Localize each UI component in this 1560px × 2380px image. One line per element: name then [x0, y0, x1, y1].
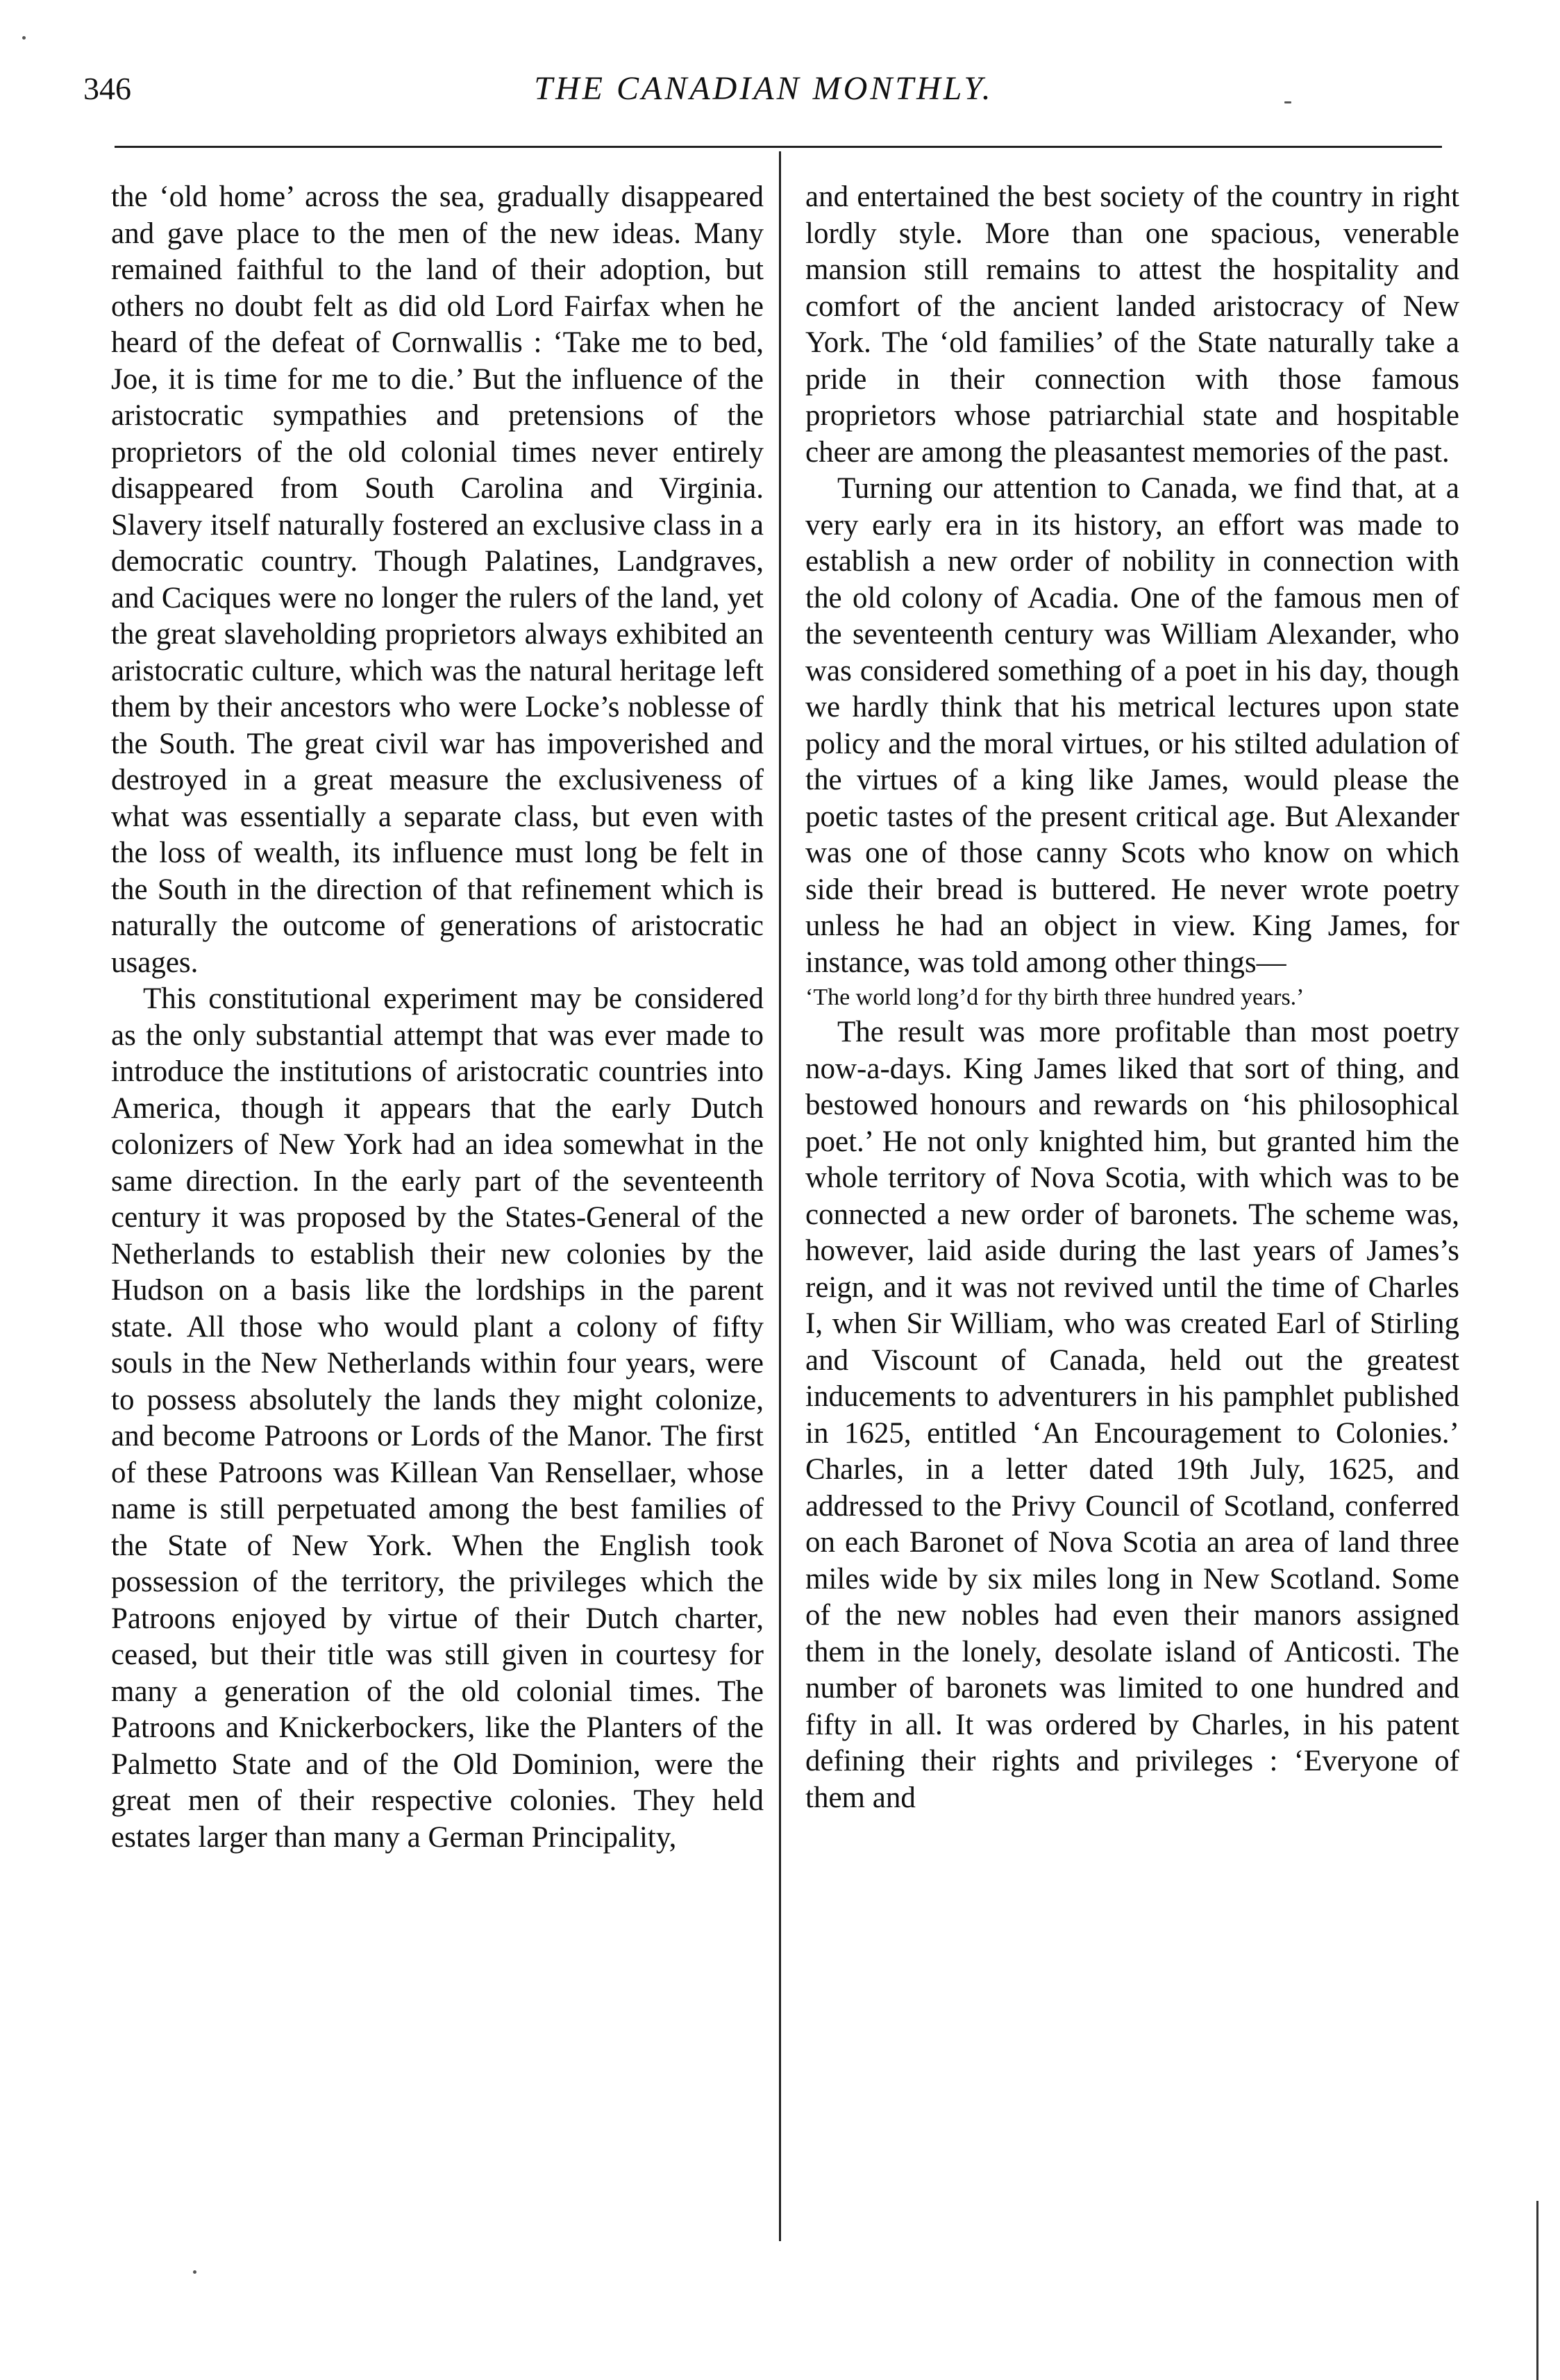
- page-number: 346: [83, 71, 131, 106]
- left-column: [111, 179, 764, 1856]
- column-divider: [779, 151, 781, 2241]
- right-column: [805, 179, 1459, 1816]
- header-rule: [115, 146, 1442, 148]
- paragraph: and entertained the best society of the country in right lordly style. More than one spacious, venerable mansion still remains to attest the hospitality and comfort of the ancient landed aristocracy of New York. The ‘old families’ of the State naturally take a pride in their connection with those famous proprietors whose patriarchial state and hospitable cheer are among the pleasantest memories of the past.: [805, 181, 1459, 469]
- scan-speck: [22, 36, 26, 40]
- paragraph: the ‘old home’ across the sea, gradually disappeared and gave place to the men of the new ideas. Many remained faithful to the land of their adoption, but others no doubt felt as did old Lord Fairfax when he heard of the defeat of Cornwallis : ‘Take me to bed, Joe, it is time for me to die.’ But the influence of the aristocratic sympathies and pretensions of the proprietors of the old colonial times never entirely disappeared from South Carolina and Virginia. Slavery itself naturally fostered an exclusive class in a democratic country. Though Palatines, Landgraves, and Caciques were no longer the rulers of the land, yet the great slaveholding proprietors always exhibited an aristocratic culture, which was the natural heritage left them by their ancestors who were Locke’s noblesse of the South. The great civil war has impoverished and destroyed in a great measure the exclusiveness of what was essentially a separate class, but even with the loss of wealth, its influence must long be felt in the South in the direction of that refinement which is naturally the outcome of generations of aristocratic usages.: [111, 181, 764, 979]
- scan-edge-mark: [1536, 2201, 1538, 2380]
- verse-quotation: ‘The world long’d for thy birth three hundred years.’: [805, 984, 1305, 1010]
- paragraph: Turning our attention to Canada, we find that, at a very early era in its history, an effort was made to establish a new order of nobility in connection with the old colony of Acadia. One of the famous men of the seventeenth century was William Alexander, who was considered something of a poet in his day, though we hardly think that his metrical lectures upon state policy and the moral virtues, or his stilted adulation of the virtues of a king like James, would please the poetic tastes of the present critical age. But Alexander was one of those canny Scots who know on which side their bread is buttered. He never wrote poetry unless he had an object in view. King James, for instance, was told among other things—: [805, 472, 1459, 979]
- scan-speck: [193, 2270, 196, 2274]
- journal-title: THE CANADIAN MONTHLY.: [534, 70, 993, 107]
- paragraph: This constitutional experiment may be considered as the only substantial attempt that was ever made to introduce the institutions of aristocratic countries into America, though it appears that the early Dutch colonizers of New York had an idea somewhat in the same direction. In the early part of the seventeenth century it was proposed by the States-General of the Netherlands to establish their new colonies by the Hudson on a basis like the lordships in the parent state. All those who would plant a colony of fifty souls in the New Netherlands within four years, were to possess absolutely the lands they might colonize, and become Patroons or Lords of the Manor. The first of these Patroons was Killean Van Rensellaer, whose name is still perpetuated among the best families of the State of New York. When the English took possession of the territory, the privileges which the Patroons enjoyed by virtue of their Dutch charter, ceased, but their title was still given in courtesy for many a generation of the old colonial times. The Patroons and Knickerbockers, like the Planters of the Palmetto State and of the Old Dominion, were the great men of their respective colonies. They held estates larger than many a German Principality,: [111, 982, 764, 1854]
- running-head: [83, 61, 1444, 117]
- scan-speck: [1284, 101, 1291, 103]
- paragraph: The result was more profitable than most poetry now-a-days. King James liked that sort of thing, and bestowed honours and rewards on ‘his philosophical poet.’ He not only knighted him, but granted him the whole territory of Nova Scotia, with which was to be connected a new order of baronets. The scheme was, however, laid aside during the last years of James’s reign, and it was not revived until the time of Charles I, when Sir William, who was created Earl of Stirling and Viscount of Canada, held out the greatest inducements to adventurers in his pamphlet published in 1625, entitled ‘An Encouragement to Colonies.’ Charles, in a letter dated 19th July, 1625, and addressed to the Privy Council of Scotland, conferred on each Baronet of Nova Scotia an area of land three miles wide by six miles long in New Scotland. Some of the new nobles had even their manors assigned them in the lonely, desolate island of Anticosti. The number of baronets was limited to one hundred and fifty in all. It was ordered by Charles, in his patent defining their rights and privileges : ‘Everyone of them and: [805, 1016, 1459, 1814]
